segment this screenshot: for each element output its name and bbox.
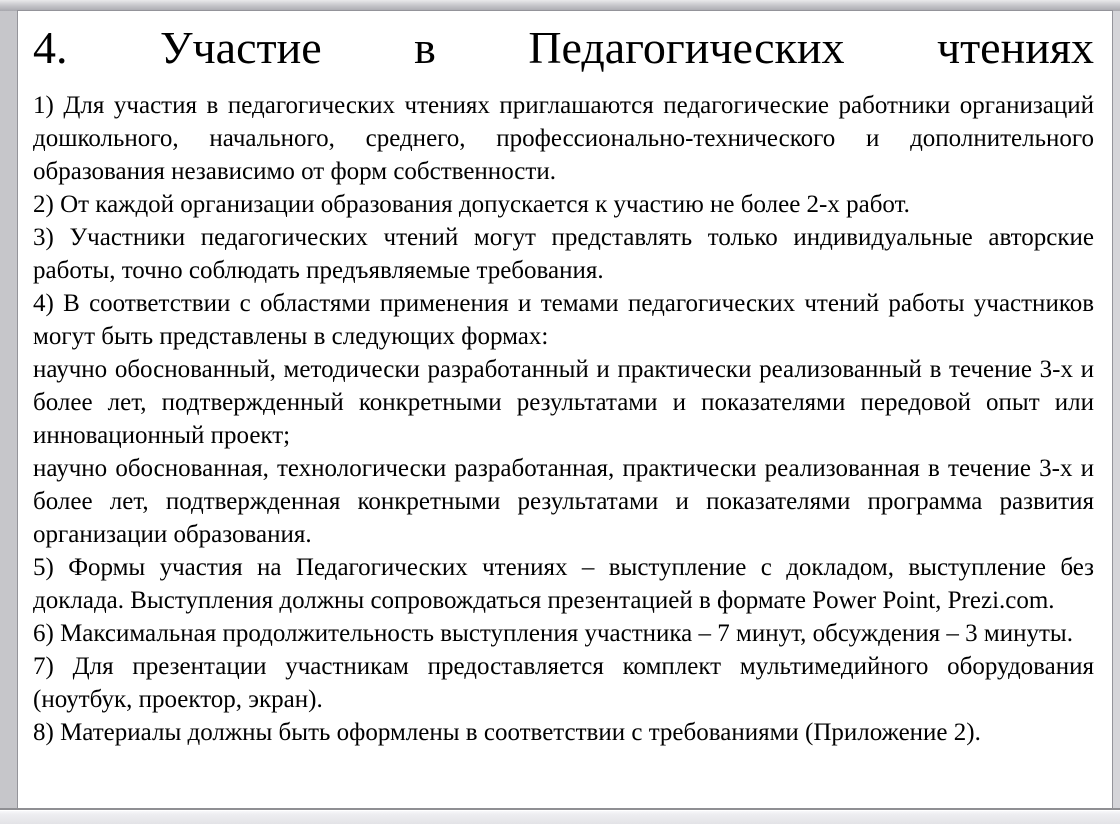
- document-content: [18, 11, 1112, 749]
- paragraph-5: 5) Формы участия на Педагогических чтениях – выступление с докладом, выступление без доклада. Выступления должны сопровождаться презентацией в формате Power Point, Prezi.com.: [33, 554, 1094, 614]
- paragraph-1: 1) Для участия в педагогических чтениях приглашаются педагогические работники организаций дошкольного, начального, среднего, профессионально-технического и дополнительного образования независимо от форм собственности.: [33, 92, 1094, 185]
- window-right-edge: [1113, 0, 1120, 824]
- document-page: [18, 11, 1112, 808]
- heading-word: чтениях: [936, 22, 1094, 73]
- paragraph-4b-form-2: научно обоснованная, технологически разработанная, практически реализованная в течение 3-х и более лет, подтвержденная конкретными результатами и показателями программа развития организации образования.: [33, 455, 1094, 548]
- paragraph-2: 2) От каждой организации образования допускается к участию не более 2-х работ.: [33, 191, 910, 218]
- document-body: [33, 89, 1094, 749]
- paragraph-4a-form-1: научно обоснованный, методически разработанный и практически реализованный в течение 3-х и более лет, подтвержденный конкретными результатами и показателями передовой опыт или инновационный проект;: [33, 356, 1094, 449]
- section-heading: [33, 21, 1094, 75]
- horizontal-scrollbar[interactable]: [0, 808, 1120, 824]
- heading-number: 4.: [33, 22, 68, 73]
- paragraph-6: 6) Максимальная продолжительность выступления участника – 7 минут, обсуждения – 3 минуты.: [33, 620, 1073, 647]
- paragraph-8: 8) Материалы должны быть оформлены в соответствии с требованиями (Приложение 2).: [33, 719, 981, 746]
- paragraph-7: 7) Для презентации участникам предоставляется комплект мультимедийного оборудования (ноутбук, проектор, экран).: [33, 653, 1094, 713]
- heading-word: Участие: [159, 22, 322, 73]
- paragraph-4: 4) В соответствии с областями применения и темами педагогических чтений работы участников могут быть представлены в следующих формах:: [33, 290, 1094, 350]
- window-top-edge: [0, 0, 1120, 11]
- heading-word: в: [414, 22, 436, 73]
- heading-word: Педагогических: [528, 22, 845, 73]
- paragraph-3: 3) Участники педагогических чтений могут представлять только индивидуальные авторские работы, точно соблюдать предъявляемые требования.: [33, 224, 1094, 284]
